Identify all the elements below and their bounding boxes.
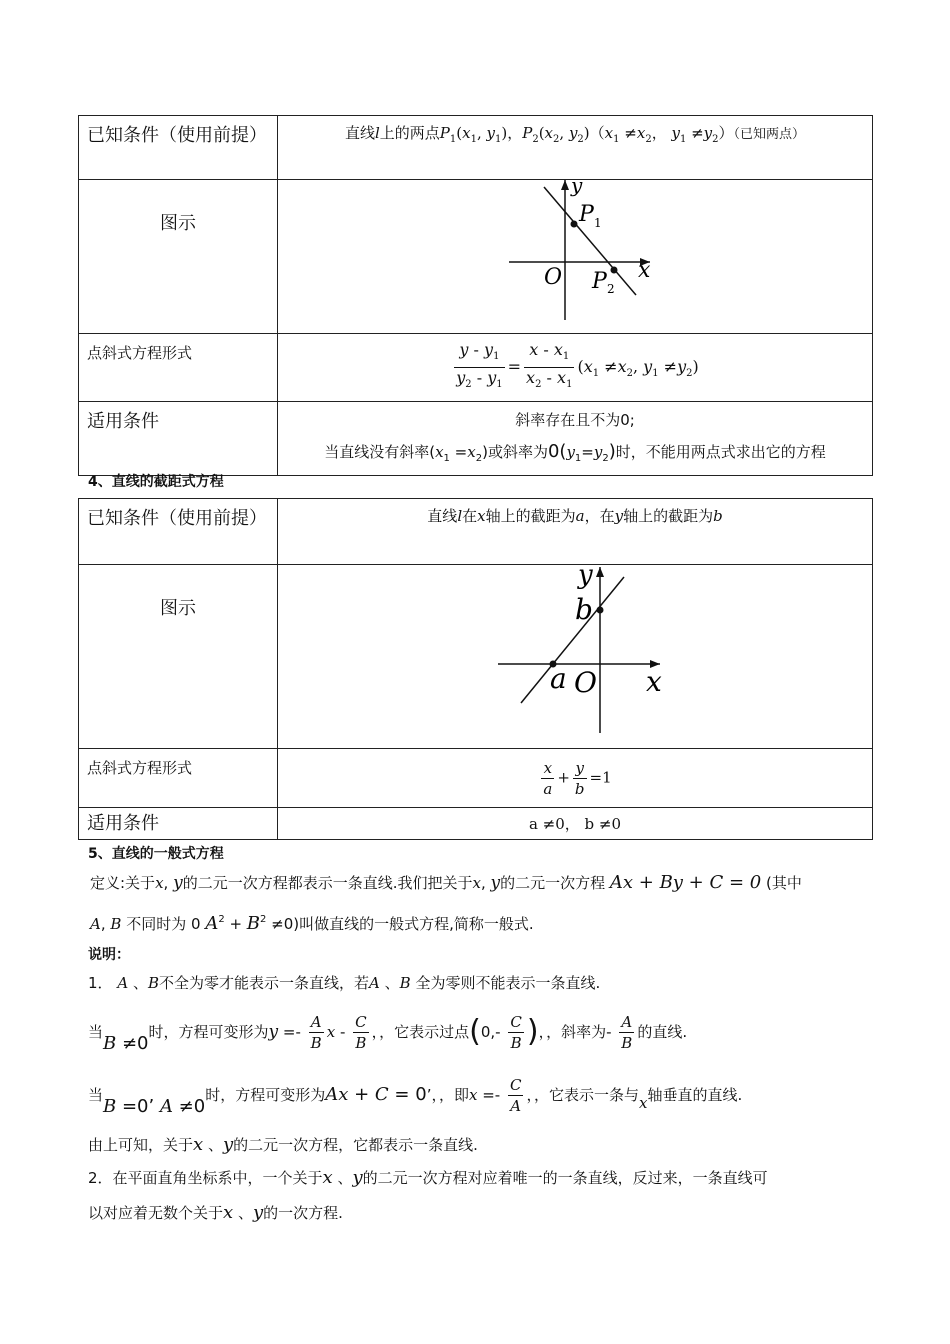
cond-label-2: 已知条件（使用前提） (79, 499, 278, 565)
form-label-2: 点斜式方程形式 (79, 749, 278, 808)
definition-line-2: A, B 不同时为 0 $A^2 + B^2 \ne 0$)叫做直线的一般式方程,简称一般式. (90, 913, 534, 934)
y-label: y (578, 565, 593, 590)
section5-title: 5、直线的一般式方程 (88, 846, 224, 862)
p2-sub: 2 (607, 282, 615, 296)
intercept-formula: $\frac{x}{a}$ + $\frac{y}{b}$ =1 (278, 749, 873, 808)
x-label: x (638, 258, 651, 283)
apply-label: 适用条件 (79, 402, 278, 476)
point-p2 (611, 267, 618, 274)
intercept-figure (278, 565, 873, 749)
intercept-diagram (278, 565, 881, 744)
summary-line: 由上可知，关于x 、y的二元一次方程，它都表示一条直线. (88, 1134, 478, 1155)
intercept-table (78, 498, 873, 840)
case-b-nonzero: 当B ≠0时，方程可变形为y =- $\frac{A}{B}$ x - $\frac{C}{B}$ ，，它表示过点(0,- $\frac{C}{B}$ )，，斜率为- $\frac{A}{B}$ 的直线. (88, 1013, 688, 1054)
origin-label: O (574, 666, 597, 699)
cond-label: 已知条件（使用前提） (79, 116, 278, 180)
a-label: a (550, 662, 567, 695)
definition-line-1: 定义:关于x, y的二元一次方程都表示一条直线.我们把关于x, y的二元一次方程 Ax + By + C = 0 (其中 (90, 872, 802, 893)
two-point-table (78, 115, 873, 476)
form-label: 点斜式方程形式 (79, 334, 278, 402)
note-2-line-1: 2．在平面直角坐标系中，一个关于x 、y的二元一次方程对应着唯一的一条直线，反过来，一条直线可 (88, 1167, 768, 1188)
note-title: 说明： (88, 947, 130, 963)
y-axis-arrow (561, 180, 569, 190)
apply-value: 斜率存在且不为0; 当直线没有斜率$(x_1 =x_2)$或斜率为$0(y_1=y_2)$时，不能用两点式求出它的方程 (278, 402, 873, 476)
two-point-figure (278, 180, 873, 334)
case-b-zero: 当B =0’ A ≠0时，方程可变形为Ax + C = 0’，，即x =- $\frac{C}{A}$ ，，它表示一条与x轴垂直的直线. (88, 1076, 743, 1117)
fig-label: 图示 (79, 180, 278, 334)
fig-label-2: 图示 (79, 565, 278, 749)
note-2-line-2: 以对应着无数个关于x 、y的一次方程. (88, 1202, 343, 1223)
origin-label: O (544, 265, 563, 290)
x-label: x (646, 665, 662, 698)
section4-title: 4、直线的截距式方程 (88, 474, 224, 490)
b-label: b (575, 593, 593, 626)
two-point-formula: $\frac{y - y_1}{y_2 - y_1}$ = $\frac{x - x_1}{x_2 - x_1}$ ($x_1 \ne x_2$, $y_1 \ne y_2$) (278, 334, 873, 402)
y-label: y (571, 180, 583, 197)
point-b (597, 607, 604, 614)
apply-label-2: 适用条件 (79, 808, 278, 840)
cond-value-2: 直线l在x轴上的截距为a，在y轴上的截距为b (278, 499, 873, 565)
p1-sub: 1 (594, 216, 602, 230)
apply-value-2: a ≠0， b ≠0 (278, 808, 873, 840)
y-axis-arrow (596, 567, 604, 577)
p1-label: P (579, 202, 594, 227)
line-l (521, 577, 624, 703)
two-point-diagram (278, 180, 881, 329)
cond-value: 直线l上的两点$P_1(x_1$, $y_1$)，$P_2(x_2$, $y_2)(x_1 \ne x_2$， $y_1 \ne y_2$）（已知两点） (278, 116, 873, 180)
point-p1 (571, 221, 578, 228)
note-1: 1． A 、B不全为零才能表示一条直线，若A 、B 全为零则不能表示一条直线. (88, 974, 601, 992)
p2-label: P (592, 269, 607, 294)
